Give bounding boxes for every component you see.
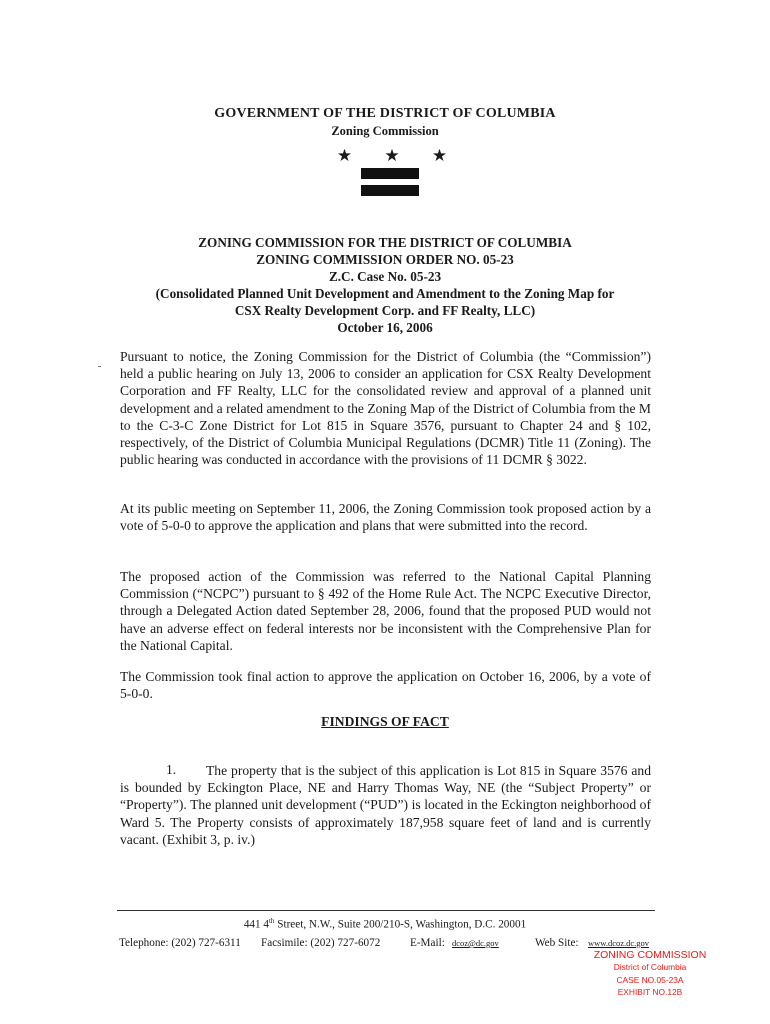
stars-icon: ★ ★ ★ (336, 146, 462, 165)
commission-subheading: Zoning Commission (331, 124, 439, 138)
flag-bar-top (361, 168, 419, 179)
case-number: Z.C. Case No. 05-23 (328, 269, 442, 284)
footer-facsimile: Facsimile: (202) 727-6072 (261, 937, 381, 949)
findings-of-fact-heading: FINDINGS OF FACT (321, 714, 449, 729)
paragraph-proposed-action: At its public meeting on September 11, 2006, the Zoning Commission took proposed action by a vote of 5-0-0 to approve the application and plans that were submitted into the record. (120, 501, 651, 534)
footer-email-link[interactable]: dcoz@dc.gov (452, 938, 499, 948)
stamp-line-1: ZONING COMMISSION (593, 949, 707, 961)
order-heading-line-4: (Consolidated Planned Unit Development and Amendment to the Zoning Map for (155, 286, 615, 301)
finding-1-text: The property that is the subject of this application is Lot 815 in Square 3576 and is bounded by Eckington Place, NE and Harry Thomas Way, NE (the “Subject Property” or “Property”). The planned unit development (“PUD”) is located in the Eckington neighborhood of Ward 5. The Property consists of approximately 187,958 square feet of land and is currently vacant. (Exhibit 3, p. iv.) (120, 763, 651, 847)
stamp-line-2: District of Columbia (613, 962, 687, 972)
footer-website-link[interactable]: www.dcoz.dc.gov (588, 938, 650, 948)
footer-address: 441 4th Street, N.W., Suite 200/210-S, Washington, D.C. 20001 (243, 917, 527, 931)
paragraph-notice: Pursuant to notice, the Zoning Commission for the District of Columbia (the “Commission”) held a public hearing on July 13, 2006 to consider an application for CSX Realty Development Corporation and FF Realty, LLC for the consolidated review and approval of a planned unit development and a related amendment to the Zoning Map of the District of Columbia from the M to the C-3-C Zone District for Lot 815 in Square 3576, pursuant to Chapter 24 and § 102, respectively, of the District of Columbia Municipal Regulations (DCMR) Title 11 (Zoning). The public hearing was conducted in accordance with the provisions of 11 DCMR § 3022. (120, 349, 651, 468)
exhibit-stamp (560, 949, 740, 999)
paragraph-ncpc-referral: The proposed action of the Commission was referred to the National Capital Planning Commission (“NCPC”) pursuant to § 492 of the Home Rule Act. The NCPC Executive Director, through a Delegated Action dated September 28, 2006, found that the proposed PUD would not have an adverse effect on federal interests nor be inconsistent with the Comprehensive Plan for the National Capital. (120, 569, 651, 653)
footer-telephone: Telephone: (202) 727-6311 (119, 937, 241, 949)
order-heading-line-5: CSX Realty Development Corp. and FF Realty, LLC) (234, 303, 536, 318)
footer-website-label: Web Site: (535, 937, 579, 949)
order-date: October 16, 2006 (337, 320, 433, 335)
flag-bar-bottom (361, 185, 419, 196)
stamp-line-3: CASE NO.05-23A (616, 974, 684, 985)
footer-email-label: E-Mail: (410, 937, 445, 949)
order-heading-line-1: ZONING COMMISSION FOR THE DISTRICT OF COLUMBIA (198, 235, 572, 250)
paragraph-final-action: The Commission took final action to approve the application on October 16, 2006, by a vote of 5-0-0. (120, 669, 651, 702)
government-heading: GOVERNMENT OF THE DISTRICT OF COLUMBIA (214, 106, 556, 121)
stamp-line-4: EXHIBIT NO.12B (617, 987, 683, 998)
footer-divider (117, 910, 655, 911)
order-heading-line-2: ZONING COMMISSION ORDER NO. 05-23 (256, 252, 514, 267)
finding-number: 1. (166, 762, 177, 777)
scan-speck (98, 366, 101, 367)
